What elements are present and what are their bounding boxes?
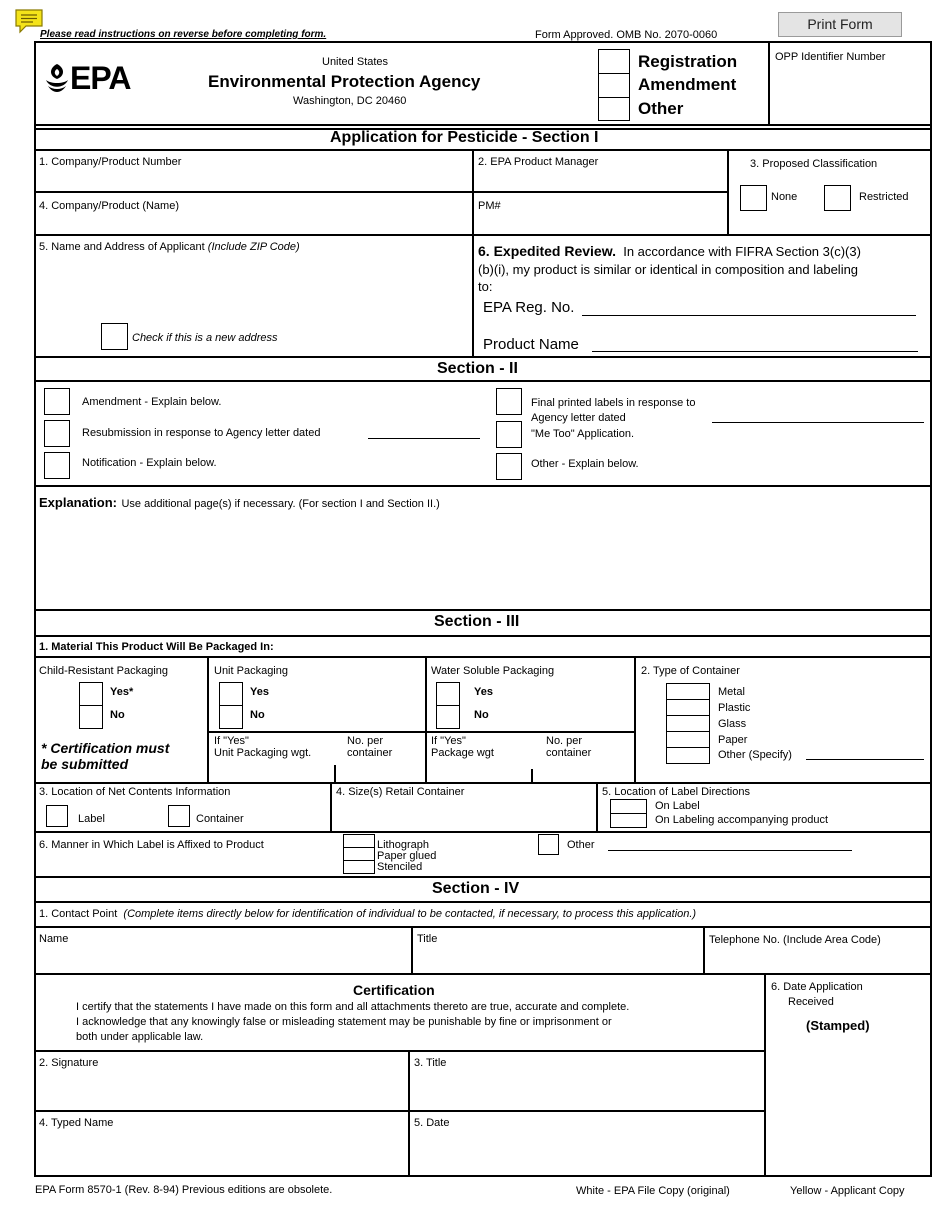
on-labeling-label: On Labeling accompanying product [655, 814, 829, 826]
notification-label: Notification - Explain below. [82, 457, 217, 469]
new-address-label: Check if this is a new address [132, 332, 278, 344]
label-directions-label: 5. Location of Label Directions [602, 786, 750, 798]
lithograph-label: Lithograph [377, 839, 429, 851]
section4-title: Section - IV [432, 880, 520, 897]
explanation-note: Use additional page(s) if necessary. (For section I and Section II.) [121, 498, 440, 510]
product-name-label: Product Name [483, 336, 579, 353]
other-label: Other [638, 99, 684, 118]
stamped-label: (Stamped) [806, 1018, 870, 1033]
white-copy-note: White - EPA File Copy (original) [576, 1185, 730, 1197]
contact-name-label: Name [39, 933, 69, 945]
metal-checkbox[interactable] [666, 683, 710, 700]
paper-glued-label: Paper glued [377, 850, 437, 862]
plastic-label: Plastic [718, 702, 751, 714]
container-type-label: 2. Type of Container [641, 665, 740, 677]
rule [334, 765, 336, 782]
rule [34, 380, 932, 382]
applicant-label-text: 5. Name and Address of Applicant [39, 241, 205, 253]
on-label-checkbox[interactable] [610, 799, 647, 814]
contact-point-label [39, 908, 696, 921]
cert-note2: be submitted [41, 756, 129, 772]
expedited-text1: In accordance with FIFRA Section 3(c)(3) [623, 244, 861, 259]
instructions-note: Please read instructions on reverse before completing form. [40, 29, 327, 40]
yellow-copy-note: Yellow - Applicant Copy [790, 1185, 905, 1197]
manner-label: 6. Manner in Which Label is Affixed to Product [39, 839, 264, 851]
net-contents-label: 3. Location of Net Contents Information [39, 786, 231, 798]
expedited-review [478, 243, 861, 260]
date-received-label2: Received [788, 996, 834, 1008]
other-container-field[interactable] [806, 759, 924, 760]
classification-label: 3. Proposed Classification [750, 158, 878, 170]
epa-flower-icon [44, 62, 70, 96]
agency-address: Washington, DC 20460 [293, 95, 407, 107]
applicant-note: (Include ZIP Code) [207, 241, 300, 253]
contact-title-label: Title [417, 933, 438, 945]
net-label-label: Label [78, 813, 105, 825]
package-wgt-label: Package wgt [431, 747, 494, 759]
child-no-label: No [110, 709, 125, 721]
date-received-label1: 6. Date Application [771, 981, 863, 993]
cert-line1: I certify that the statements I have made on this form and all attachments thereto are true, accurate and complete. [76, 1001, 630, 1013]
class-restricted-checkbox[interactable] [824, 185, 851, 211]
company-name-label: 4. Company/Product (Name) [39, 200, 179, 212]
glass-checkbox[interactable] [666, 715, 710, 732]
resubmission-checkbox[interactable] [44, 420, 70, 447]
child-yes-checkbox[interactable] [79, 682, 103, 706]
form-number: EPA Form 8570-1 (Rev. 8-94) Previous editions are obsolete. [35, 1184, 333, 1196]
notification-checkbox[interactable] [44, 452, 70, 479]
paper-label: Paper [718, 734, 748, 746]
rule [34, 926, 932, 928]
child-resistant-label: Child-Resistant Packaging [39, 665, 169, 677]
explanation-label [39, 494, 440, 512]
rule [34, 124, 932, 126]
me-too-label: "Me Too" Application. [531, 428, 635, 440]
cert-title-label: 3. Title [414, 1057, 447, 1069]
net-container-checkbox[interactable] [168, 805, 190, 827]
unit-wgt-label: Unit Packaging wgt. [214, 747, 312, 759]
certification-title: Certification [353, 982, 435, 998]
unit-no-label: No [250, 709, 265, 721]
registration-checkbox[interactable] [598, 49, 630, 74]
new-address-checkbox[interactable] [101, 323, 128, 350]
amendment-label: Amendment [638, 75, 737, 94]
expedited-text2: (b)(i), my product is similar or identical in composition and labeling [478, 262, 859, 277]
water-yes-label: Yes [474, 686, 493, 698]
rule [34, 973, 932, 975]
unit-no-per: No. per [347, 735, 384, 747]
class-none-checkbox[interactable] [740, 185, 767, 211]
final-labels-checkbox[interactable] [496, 388, 522, 415]
lithograph-checkbox[interactable] [343, 834, 375, 848]
typed-name-label: 4. Typed Name [39, 1117, 114, 1129]
section1-title: Application for Pesticide - Section I [330, 129, 599, 146]
rule [34, 831, 932, 833]
telephone-label: Telephone No. (Include Area Code) [709, 934, 881, 946]
registration-label: Registration [638, 52, 738, 71]
section2-title: Section - II [437, 360, 518, 377]
reg-no-field[interactable] [582, 315, 916, 316]
rule [207, 656, 209, 782]
child-yes-label: Yes* [110, 686, 134, 698]
metal-label: Metal [718, 686, 745, 698]
rule [34, 782, 932, 784]
glass-label: Glass [718, 718, 747, 730]
stenciled-checkbox[interactable] [343, 860, 375, 874]
final-labels-label: Final printed labels in response to [531, 397, 696, 409]
unit-container: container [347, 747, 393, 759]
water-yes-checkbox[interactable] [436, 682, 460, 706]
rule [34, 609, 932, 611]
affix-other-field[interactable] [608, 850, 852, 851]
rule [34, 901, 932, 903]
explanation-label-text: Explanation: [39, 495, 118, 510]
other-container-checkbox[interactable] [666, 747, 710, 764]
child-no-checkbox[interactable] [79, 705, 103, 729]
rule [34, 149, 932, 151]
rule [703, 926, 705, 974]
other-checkbox[interactable] [598, 97, 630, 121]
net-container-label: Container [196, 813, 244, 825]
class-none-label: None [771, 191, 798, 203]
section3-title: Section - III [434, 613, 520, 630]
rule [425, 656, 427, 782]
product-manager-label: 2. EPA Product Manager [478, 156, 599, 168]
rule [34, 656, 932, 658]
on-label-label: On Label [655, 800, 700, 812]
unit-yes-checkbox[interactable] [219, 682, 243, 706]
agency-letter-label: Agency letter dated [531, 412, 626, 424]
agency-line1: United States [322, 56, 389, 68]
amendment-explain-label: Amendment - Explain below. [82, 396, 222, 408]
rule [472, 149, 474, 357]
plastic-checkbox[interactable] [666, 699, 710, 716]
affix-other-checkbox[interactable] [538, 834, 559, 855]
agency-letter-date-field[interactable] [712, 422, 924, 423]
epa-logo-text: EPA [70, 60, 131, 96]
rule [34, 485, 932, 487]
rule [34, 1050, 765, 1052]
net-label-checkbox[interactable] [46, 805, 68, 827]
rule [34, 876, 932, 878]
applicant-label [39, 241, 300, 254]
unit-yes-label: Yes [250, 686, 269, 698]
contact-point-text: 1. Contact Point [39, 908, 118, 920]
omb-number: Form Approved. OMB No. 2070-0060 [535, 29, 718, 41]
signature-label: 2. Signature [39, 1057, 99, 1069]
company-number-label: 1. Company/Product Number [39, 156, 182, 168]
resubmission-label: Resubmission in response to Agency letter dated [82, 427, 321, 439]
rule [531, 769, 533, 782]
rule [34, 191, 727, 193]
water-no-per: No. per [546, 735, 583, 747]
water-soluble-label: Water Soluble Packaging [431, 665, 555, 677]
rule [634, 656, 636, 782]
explanation-field[interactable] [36, 512, 930, 608]
rule [411, 926, 413, 974]
cert-line3: both under applicable law. [76, 1031, 204, 1043]
water-container: container [546, 747, 592, 759]
stenciled-label: Stenciled [377, 861, 423, 873]
water-no-checkbox[interactable] [436, 705, 460, 729]
rule [596, 782, 598, 832]
paper-checkbox[interactable] [666, 731, 710, 748]
rule [330, 782, 332, 832]
amendment-explain-checkbox[interactable] [44, 388, 70, 415]
paper-glued-checkbox[interactable] [343, 847, 375, 861]
rule [34, 1110, 765, 1112]
rule [34, 234, 932, 236]
rule [207, 731, 635, 733]
opp-identifier-field[interactable] [770, 66, 930, 124]
affix-other-label: Other [567, 839, 595, 851]
contact-point-note: (Complete items directly below for identification of individual to be contacted, if necessary, to process this application.) [123, 908, 697, 920]
expedited-title: 6. Expedited Review. [478, 243, 616, 259]
water-if-yes: If "Yes" [431, 735, 466, 747]
material-label: 1. Material This Product Will Be Packaged In: [39, 641, 274, 653]
other-explain-label: Other - Explain below. [531, 458, 639, 470]
rule [764, 973, 766, 1177]
rule [34, 635, 932, 637]
print-form-button[interactable]: Print Form [778, 12, 902, 37]
expedited-text3: to: [478, 279, 493, 294]
rule [34, 356, 932, 358]
on-labeling-checkbox[interactable] [610, 813, 647, 828]
amendment-checkbox[interactable] [598, 73, 630, 98]
unit-packaging-label: Unit Packaging [214, 665, 288, 677]
reg-no-label: EPA Reg. No. [483, 299, 575, 316]
rule [727, 149, 729, 235]
cert-note1: * Certification must [41, 740, 170, 756]
water-no-label: No [474, 709, 489, 721]
opp-identifier-label: OPP Identifier Number [775, 51, 886, 63]
date-label: 5. Date [414, 1117, 450, 1129]
agency-name: Environmental Protection Agency [208, 72, 481, 91]
me-too-checkbox[interactable] [496, 421, 522, 448]
unit-no-checkbox[interactable] [219, 705, 243, 729]
cert-line2: I acknowledge that any knowingly false or misleading statement may be punishable by fine or imprisonment or [76, 1016, 612, 1028]
product-name-field[interactable] [592, 351, 918, 352]
rule [408, 1050, 410, 1177]
class-restricted-label: Restricted [859, 191, 909, 203]
unit-if-yes: If "Yes" [214, 735, 249, 747]
retail-size-label: 4. Size(s) Retail Container [336, 786, 465, 798]
pm-label: PM# [478, 200, 501, 212]
other-explain-checkbox[interactable] [496, 453, 522, 480]
other-container-label: Other (Specify) [718, 749, 792, 761]
resubmission-date-field[interactable] [368, 438, 480, 439]
